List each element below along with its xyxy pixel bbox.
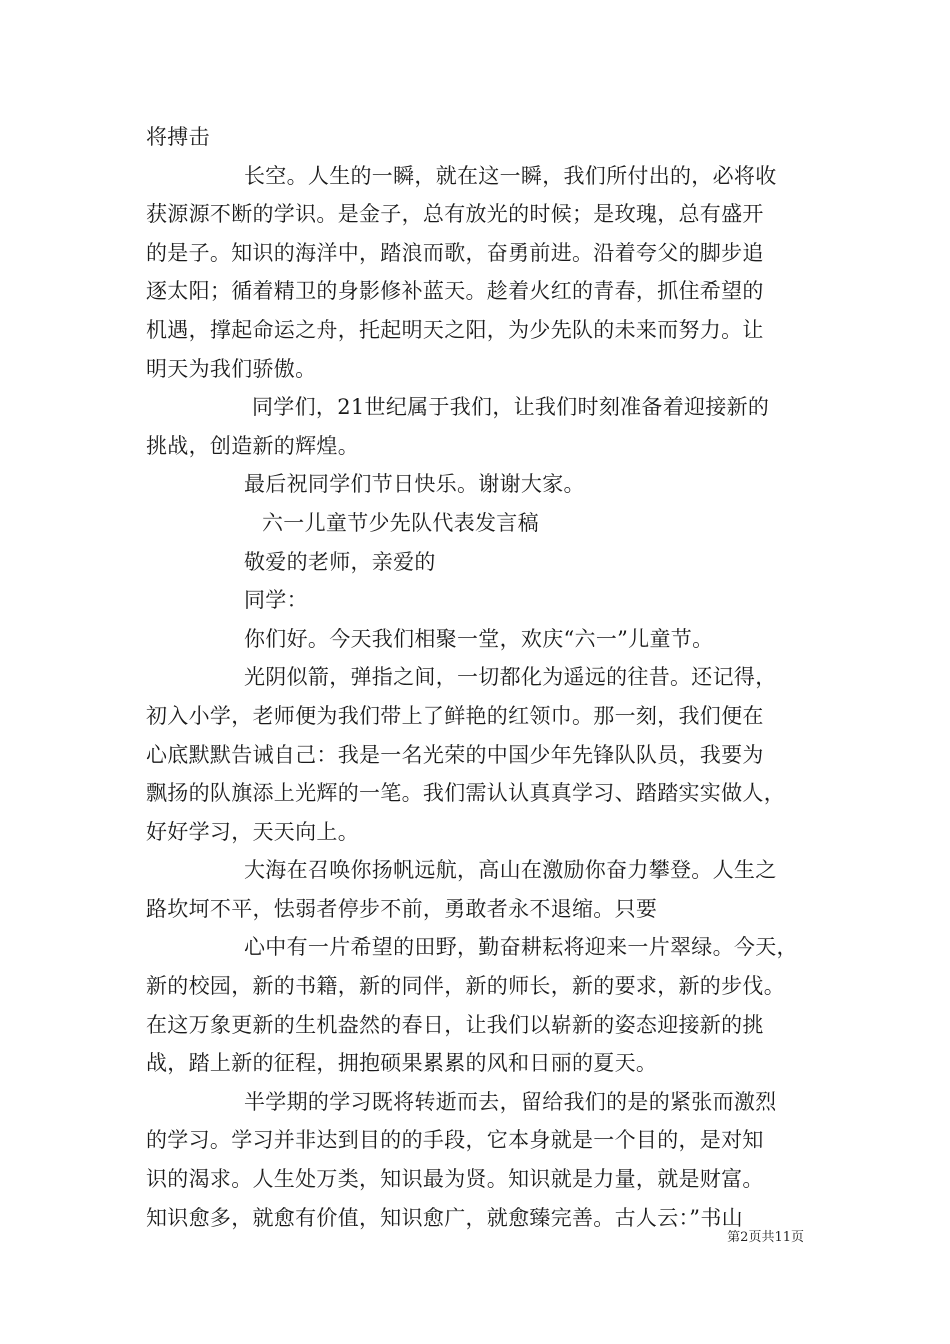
text-line: 的学习。学习并非达到目的的手段，它本身就是一个目的，是对知 [146,1128,764,1153]
text-line: 光阴似箭，弹指之间，一切都化为遥远的往昔。还记得， [244,665,777,690]
text-line: 心中有一片希望的田野，勤奋耕耘将迎来一片翠绿。今天， [244,935,798,960]
text-line: 大海在召唤你扬帆远航，高山在激励你奋力攀登。人生之 [244,858,777,883]
body-text [146,118,810,1237]
text-line: 同学： [244,588,308,613]
text-line: 机遇，撑起命运之舟，托起明天之阳，为少先队的未来而努力。让 [146,317,764,342]
text-line: 将搏击 [146,125,210,149]
text-line: 在这万象更新的生机盎然的春日，让我们以崭新的姿态迎接新的挑 [146,1012,764,1037]
text-line: 的是子。知识的海洋中，踏浪而歌，奋勇前进。沿着夸父的脚步追 [146,240,764,265]
text-line: 心底默默告诫自己：我是一名光荣的中国少年先锋队队员，我要为 [146,742,764,767]
text-line: 你们好。今天我们相聚一堂，欢庆“六一”儿童节。 [244,626,714,651]
text-line: 战，踏上新的征程，拥抱硕果累累的风和日丽的夏天。 [146,1051,658,1076]
text-line: 飘扬的队旗添上光辉的一笔。我们需认认真真学习、踏踏实实做人， [146,781,785,806]
text-line: 长空。人生的一瞬，就在这一瞬，我们所付出的，必将收 [244,163,777,188]
page-number: 第2页共11页 [727,1230,804,1245]
text-line: 获源源不断的学识。是金子，总有放光的时候；是玫瑰，总有盛开 [146,202,764,227]
text-line: 最后祝同学们节日快乐。谢谢大家。 [244,472,585,497]
text-line: 识的渴求。人生处万类，知识最为贤。知识就是力量，就是财富。 [146,1167,764,1192]
text-line: 逐太阳；循着精卫的身影修补蓝天。趁着火红的青春，抓住希望的 [146,279,764,304]
text-line: 知识愈多，就愈有价值，知识愈广，就愈臻完善。古人云：”书山 [146,1205,743,1230]
text-line: 初入小学，老师便为我们带上了鲜艳的红领巾。那一刻，我们便在 [146,703,764,728]
text-line: 半学期的学习既将转逝而去，留给我们的是的紧张而激烈 [244,1089,777,1114]
text-line: 挑战，创造新的辉煌。 [146,433,359,458]
text-line: 好好学习，天天向上。 [146,819,359,844]
text-line: 同学们，21世纪属于我们，让我们时刻准备着迎接新的 [252,395,770,420]
text-line: 路坎坷不平，怯弱者停步不前，勇敢者永不退缩。只要 [146,896,658,921]
text-line: 新的校园，新的书籍，新的同伴，新的师长，新的要求，新的步伐。 [146,974,785,999]
text-line: 敬爱的老师，亲爱的 [244,549,436,574]
text-line: 明天为我们骄傲。 [146,356,317,381]
section-title: 六一儿童节少先队代表发言稿 [262,510,539,535]
